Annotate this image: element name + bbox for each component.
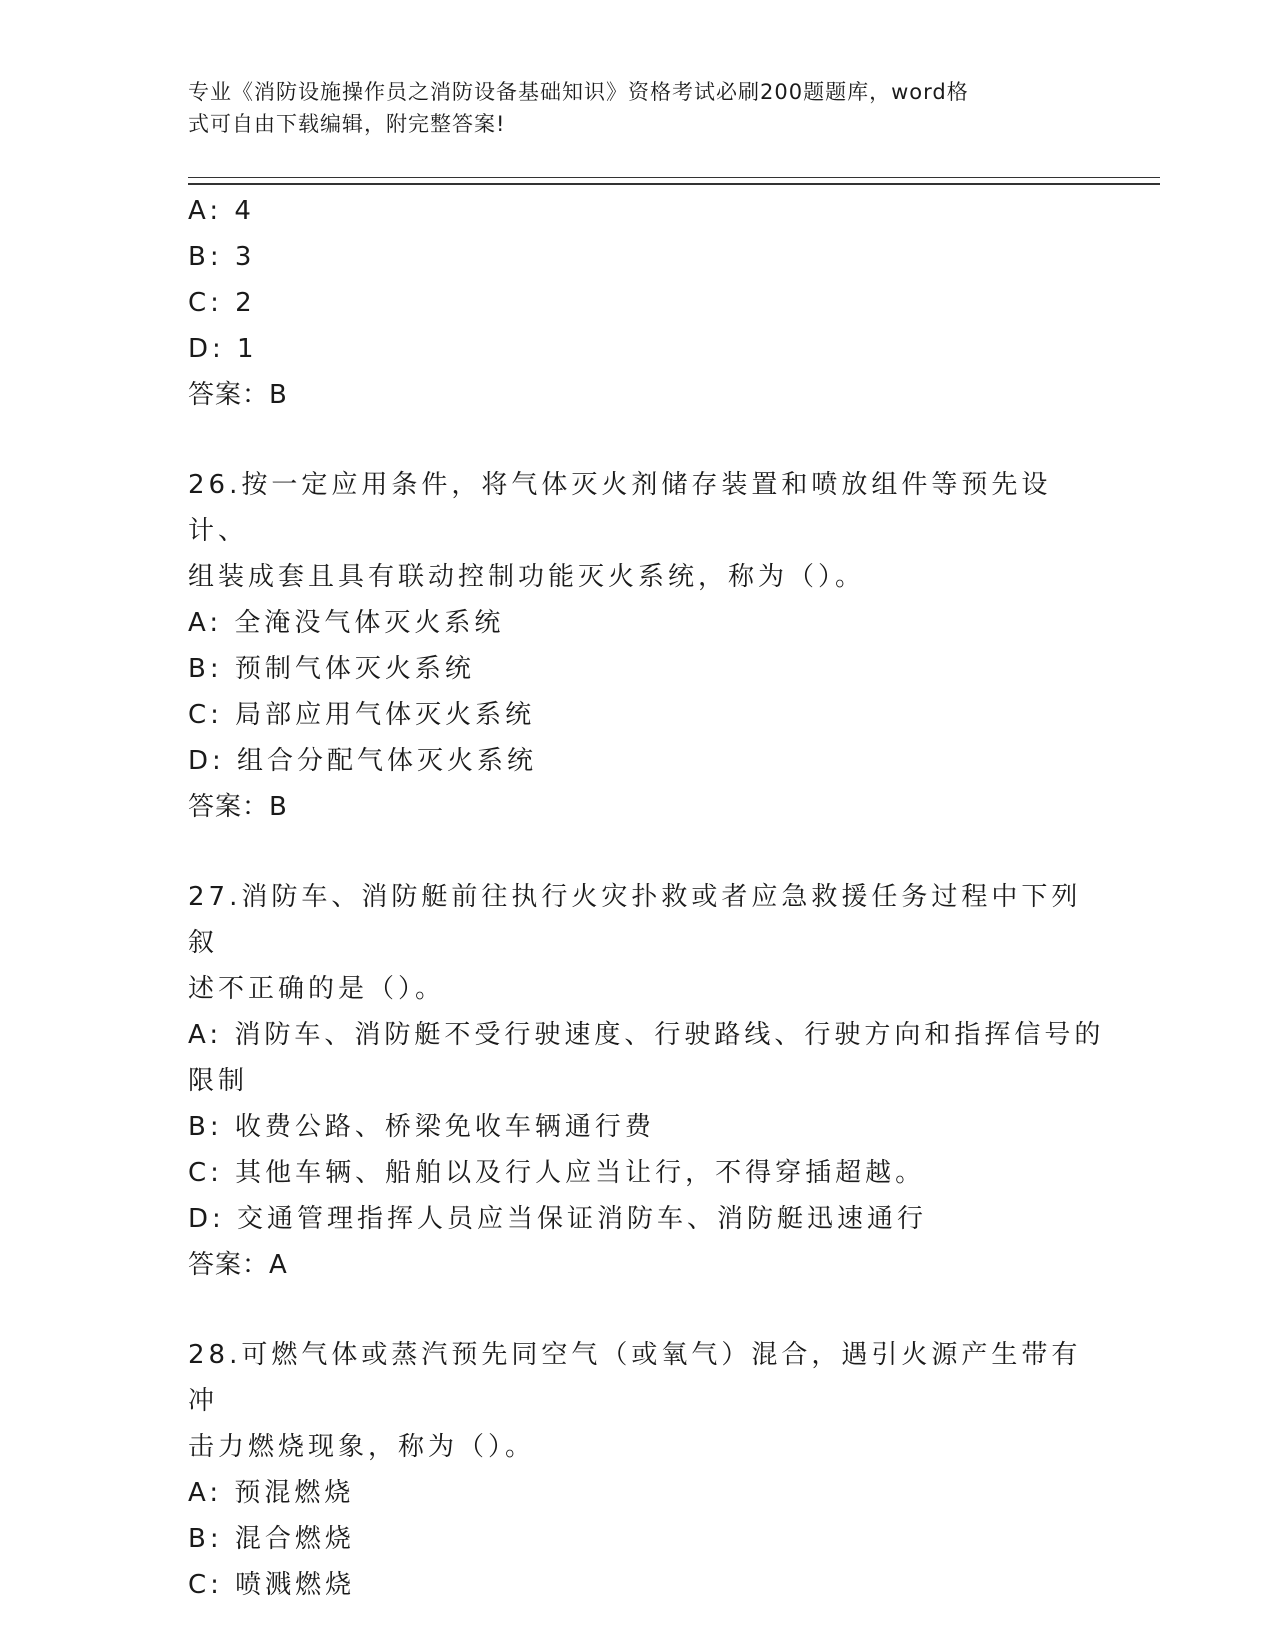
- option-b: B: 预制气体灭火系统: [188, 654, 475, 684]
- question-list: [188, 188, 1105, 1652]
- page-header: [188, 76, 1068, 140]
- answer-line: 答案：B: [188, 380, 288, 410]
- header-line-2: 式可自由下载编辑，附完整答案!: [188, 112, 506, 136]
- option-a: A: 全淹没气体灭火系统: [188, 608, 505, 638]
- option-c: C: 其他车辆、船舶以及行人应当让行，不得穿插超越。: [188, 1158, 926, 1188]
- option-a-continued: 限制: [188, 1066, 249, 1096]
- option-a: A: 4: [188, 196, 255, 226]
- question-stem: [188, 1332, 1088, 1470]
- option-d: D: 1: [188, 334, 258, 364]
- question-25: [188, 188, 1088, 418]
- stem-line-1: 28.可燃气体或蒸汽预先同空气（或氧气）混合，遇引火源产生带有冲: [188, 1340, 1082, 1416]
- stem-line-1: 27.消防车、消防艇前往执行火灾扑救或者应急救援任务过程中下列叙: [188, 882, 1082, 958]
- question-stem: [188, 874, 1088, 1012]
- stem-line-2: 击力燃烧现象，称为（）。: [188, 1432, 536, 1462]
- question-26: [188, 462, 1088, 830]
- answer-line: 答案：A: [188, 1250, 288, 1280]
- option-b: B: 混合燃烧: [188, 1524, 355, 1554]
- option-b: B: 3: [188, 242, 256, 272]
- header-divider: [188, 177, 1160, 185]
- option-d: D: 组合分配气体灭火系统: [188, 746, 538, 776]
- option-c: C: 2: [188, 288, 256, 318]
- option-c: C: 喷溅燃烧: [188, 1570, 356, 1600]
- option-a: A: 消防车、消防艇不受行驶速度、行驶路线、行驶方向和指挥信号的: [188, 1020, 1105, 1050]
- question-28: [188, 1332, 1088, 1608]
- stem-line-1: 26.按一定应用条件，将气体灭火剂储存装置和喷放组件等预先设计、: [188, 470, 1052, 546]
- stem-line-2: 述不正确的是（）。: [188, 974, 446, 1004]
- header-line-1: 专业《消防设施操作员之消防设备基础知识》资格考试必刷200题题库，word格: [188, 80, 969, 104]
- option-d: D: 交通管理指挥人员应当保证消防车、消防艇迅速通行: [188, 1204, 928, 1234]
- option-b: B: 收费公路、桥梁免收车辆通行费: [188, 1112, 655, 1142]
- stem-line-2: 组装成套且具有联动控制功能灭火系统，称为（）。: [188, 562, 866, 592]
- option-a: A: 预混燃烧: [188, 1478, 355, 1508]
- option-c: C: 局部应用气体灭火系统: [188, 700, 536, 730]
- question-27: [188, 874, 1105, 1288]
- answer-line: 答案：B: [188, 792, 288, 822]
- question-stem: [188, 462, 1088, 600]
